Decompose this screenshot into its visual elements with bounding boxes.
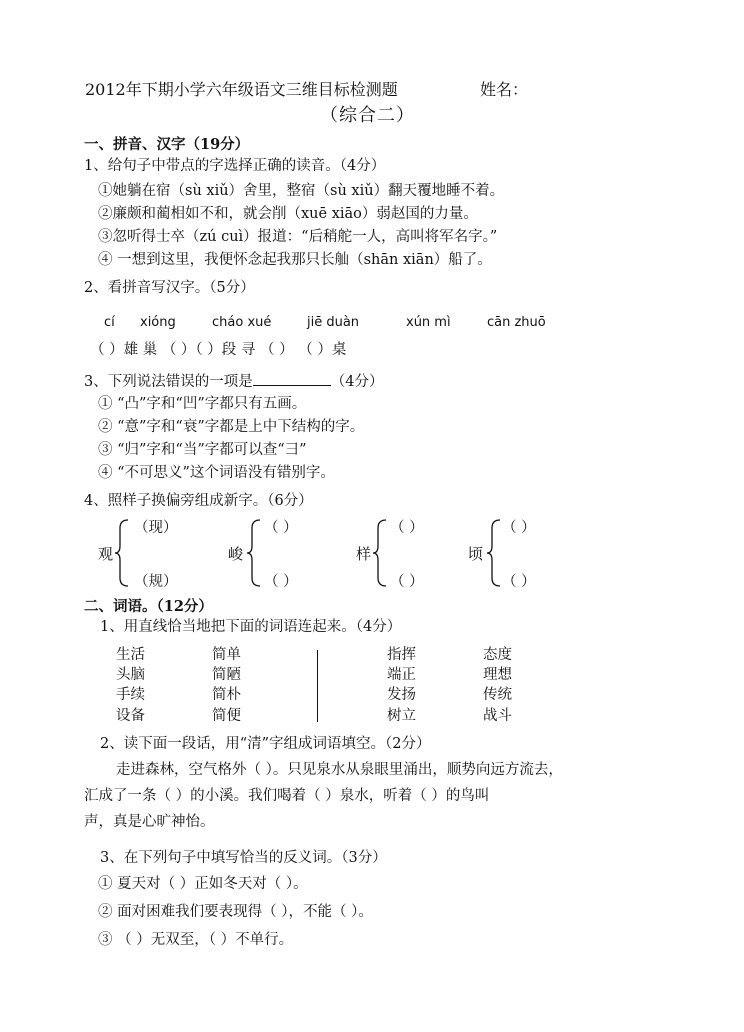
q4-char-4: 顷 [468,545,484,563]
brace-icon [114,518,130,588]
q4-group-1-top: （现） [134,520,178,536]
match-col4-item-3: 传统 [483,687,512,703]
s2-q3-item-1: ① 夏天对（ ）正如冬天对（ ）。 [98,876,308,892]
doc-title: 2012年下期小学六年级语文三维目标检测题 [85,80,398,99]
s2-q2-passage-line-2: 汇成了一条（ ）的小溪。我们喝着（ ）泉水，听着（ ）的鸟叫 [84,788,490,804]
match-col3-item-3: 发扬 [387,687,416,703]
q1-prompt: 1、给句子中带点的字选择正确的读音。（4分） [84,158,386,174]
match-col3-item-2: 端正 [387,667,416,683]
q3-answer-blank[interactable] [253,370,331,386]
match-col2-item-3: 简朴 [212,687,241,703]
q2-pinyin-3: cháo xué [212,315,272,330]
section-1-heading: 一、拼音、汉字（19分） [84,136,250,153]
section-2-heading: 二、词语。（12分） [84,598,213,615]
match-col2-item-1: 简单 [212,647,241,663]
q1-item-1: ①她躺在宿（sù xiǔ）舍里，整宿（sù xiǔ）翻天覆地睡不着。 [98,183,505,199]
match-col1-item-2: 头脑 [116,667,145,683]
brace-icon [486,518,502,588]
q4-group-4-top: （ ） [502,520,536,536]
q2-pinyin-5: xún mì [406,315,451,330]
q4-group-3-bottom: （ ） [390,574,424,590]
q4-group-3-top: （ ） [390,520,424,536]
match-col1-item-1: 生活 [116,647,145,663]
brace-icon [246,518,262,588]
match-col3-item-1: 指挥 [387,647,416,663]
s2-q3-prompt: 3、在下列句子中填写恰当的反义词。（3分） [100,850,387,866]
match-col4-item-1: 态度 [483,647,512,663]
q3-option-4: ④ “不可思义”这个词语没有错别字。 [98,465,335,481]
q3-option-1: ① “凸”字和“凹”字都只有五画。 [98,396,307,412]
q3-prompt-text: 3、下列说法错误的一项是 [84,374,253,390]
s2-q2-passage-line-3: 声，真是心旷神怡。 [84,814,215,830]
q3-prompt [84,370,383,392]
q2-prompt: 2、看拼音写汉字。（5分） [84,280,255,296]
match-col2-item-4: 简便 [212,708,241,724]
match-col1-item-4: 设备 [116,708,145,724]
match-col1-item-3: 手续 [116,687,145,703]
q4-group-2-top: （ ） [264,520,298,536]
divider-line [317,650,318,722]
s2-q2-passage-line-1: 走进森林，空气格外（ ）。只见泉水从泉眼里涌出，顺势向远方流去， [116,762,563,778]
match-col4-item-4: 战斗 [483,708,512,724]
q1-item-4: ④ 一想到这里，我便怀念起我那只长舢（shān xiān）船了。 [98,252,492,268]
match-col4-item-2: 理想 [483,667,512,683]
q4-group-1-bottom: （规） [134,574,178,590]
q1-item-2: ②廉颇和蔺相如不和，就会削（xuē xiāo）弱赵国的力量。 [98,206,478,222]
q4-char-1: 观 [98,545,114,563]
match-col2-item-2: 简陋 [212,667,241,683]
s2-q1-prompt: 1、用直线恰当地把下面的词语连起来。（4分） [100,619,402,635]
q4-char-2: 峻 [228,545,244,563]
s2-q3-item-3: ③ （ ）无双至，（ ）不单行。 [98,932,294,948]
q2-pinyin-6: cān zhuō [487,315,546,330]
q2-answer-row: （ ）雄 巢 （ ）（ ）段 寻 （ ） （ ）桌 [90,342,347,358]
s2-q3-item-2: ② 面对困难我们要表现得（ ），不能（ ）。 [98,904,373,920]
s2-q2-prompt: 2、读下面一段话，用“清”字组成词语填空。（2分） [100,736,431,752]
q3-option-3: ③ “归”字和“当”字都可以查“彐” [98,442,307,458]
q1-item-3: ③忽听得士卒（zú cuì）报道：“后稍舵一人，高叫将军名字。” [98,229,498,245]
q4-prompt: 4、照样子换偏旁组成新字。（6分） [84,493,313,509]
match-col3-item-4: 树立 [387,708,416,724]
doc-subtitle: （综合二） [320,105,415,126]
q2-pinyin-4: jiē duàn [307,315,360,330]
brace-icon [372,518,388,588]
q3-points: （4分） [330,374,384,390]
q3-option-2: ② “意”字和“衰”字都是上中下结构的字。 [98,419,365,435]
q4-group-4-bottom: （ ） [502,574,536,590]
q2-pinyin-1: cí [104,315,115,330]
q4-char-3: 样 [356,545,372,563]
q4-group-2-bottom: （ ） [264,574,298,590]
name-label: 姓名： [480,80,529,99]
q2-pinyin-2: xióng [140,315,176,330]
